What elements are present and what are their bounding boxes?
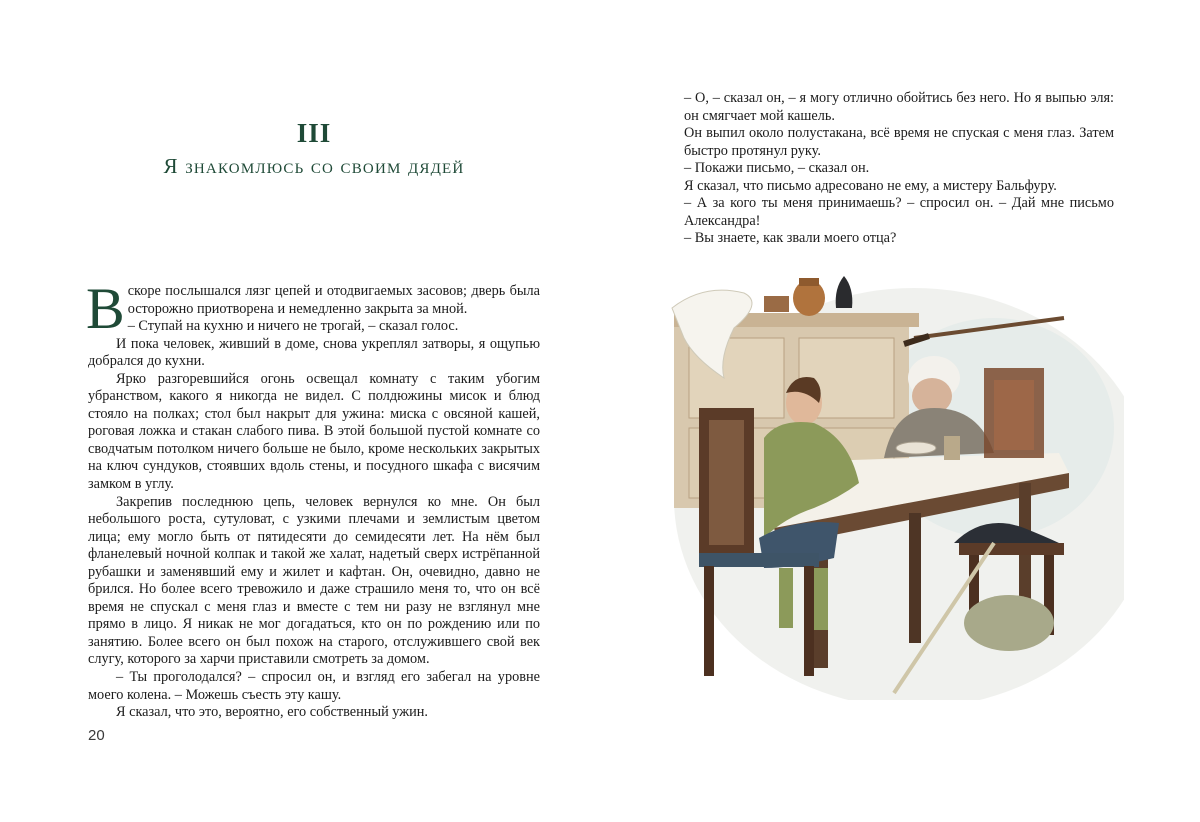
paragraph: – Вы знаете, как звали моего отца?: [684, 230, 897, 247]
paragraph: – О, – сказал он, – я могу отлично обойтись без него. Но я выпью эля: он смягчает мой кашель.: [684, 90, 1114, 124]
paragraph: Закрепив последнюю цепь, человек вернулся ко мне. Он был небольшого роста, сутуловат, с узкими плечами и землистым цветом лица; ему могло быть от пятидесяти до семидесяти лет. На нём был фланелевый ночной колпак и такой же халат, надетый сверх истрёпанной рубашки и заменявший ему и жилет и кафтан. Он, очевидно, давно не брился. Но более всего тревожило и даже страшило меня то, что он всё время не спускал с меня глаз и вместе с тем ни разу не взглянул мне прямо в лицо. Я никак не мог догадаться, кто он по рождению или по занятию. Более всего он был похож на старого, отслужившего свой век слугу, которого за харчи приставили смотреть за домом.: [88, 493, 540, 668]
paragraph: – Покажи письмо, – сказал он.: [684, 160, 870, 177]
right-body-text: [684, 90, 1114, 248]
kitchen-scene-illustration: [664, 268, 1124, 700]
paragraph: Ярко разгоревшийся огонь освещал комнату с таким убогим убранством, какого я никогда не видел. С полдюжины мисок и блюд стояло на полках; стол был накрыт для ужина: миска с овсяной кашей, роговая ложка и стакан слабого пива. В этой большой пустой комнате со сводчатым потолком ничего больше не было, кроме нескольких закрытых на ключ сундуков, стоявших вдоль стены, и посудного шкафа с висячим замком в углу.: [88, 370, 540, 493]
left-body-text: [86, 276, 540, 722]
chapter-number: III: [296, 118, 332, 148]
paragraph: – А за кого ты меня принимаешь? – спросил он. – Дай мне письмо Александра!: [684, 195, 1114, 229]
paragraph: И пока человек, живший в доме, снова укреплял затворы, я ощупью добрался до кухни.: [88, 335, 540, 370]
paragraph: Я сказал, что письмо адресовано не ему, а мистеру Бальфуру.: [684, 177, 1057, 194]
paragraph: Он выпил около полустакана, всё время не спуская с меня глаз. Затем быстро протянул руку.: [684, 125, 1114, 159]
chapter-title: Я знакомлюсь со своим дядей: [163, 154, 465, 178]
back-chair-shape: [984, 368, 1044, 458]
paragraph: – Ты проголодался? – спросил он, и взгляд его забегал на уровне моего колена. – Можешь съесть эту кашу.: [88, 669, 540, 703]
paragraph: Я сказал, что это, вероятно, его собственный ужин.: [116, 704, 429, 721]
drop-cap: В: [86, 276, 125, 341]
page-number: 20: [88, 727, 105, 744]
paragraph-text: скоре послышался лязг цепей и отодвигаемых засовов; дверь была осторожно приотворена и немедленно закрыта за мной.: [127, 283, 540, 317]
paragraph: – Ступай на кухню и ничего не трогай, – сказал голос.: [127, 318, 459, 335]
